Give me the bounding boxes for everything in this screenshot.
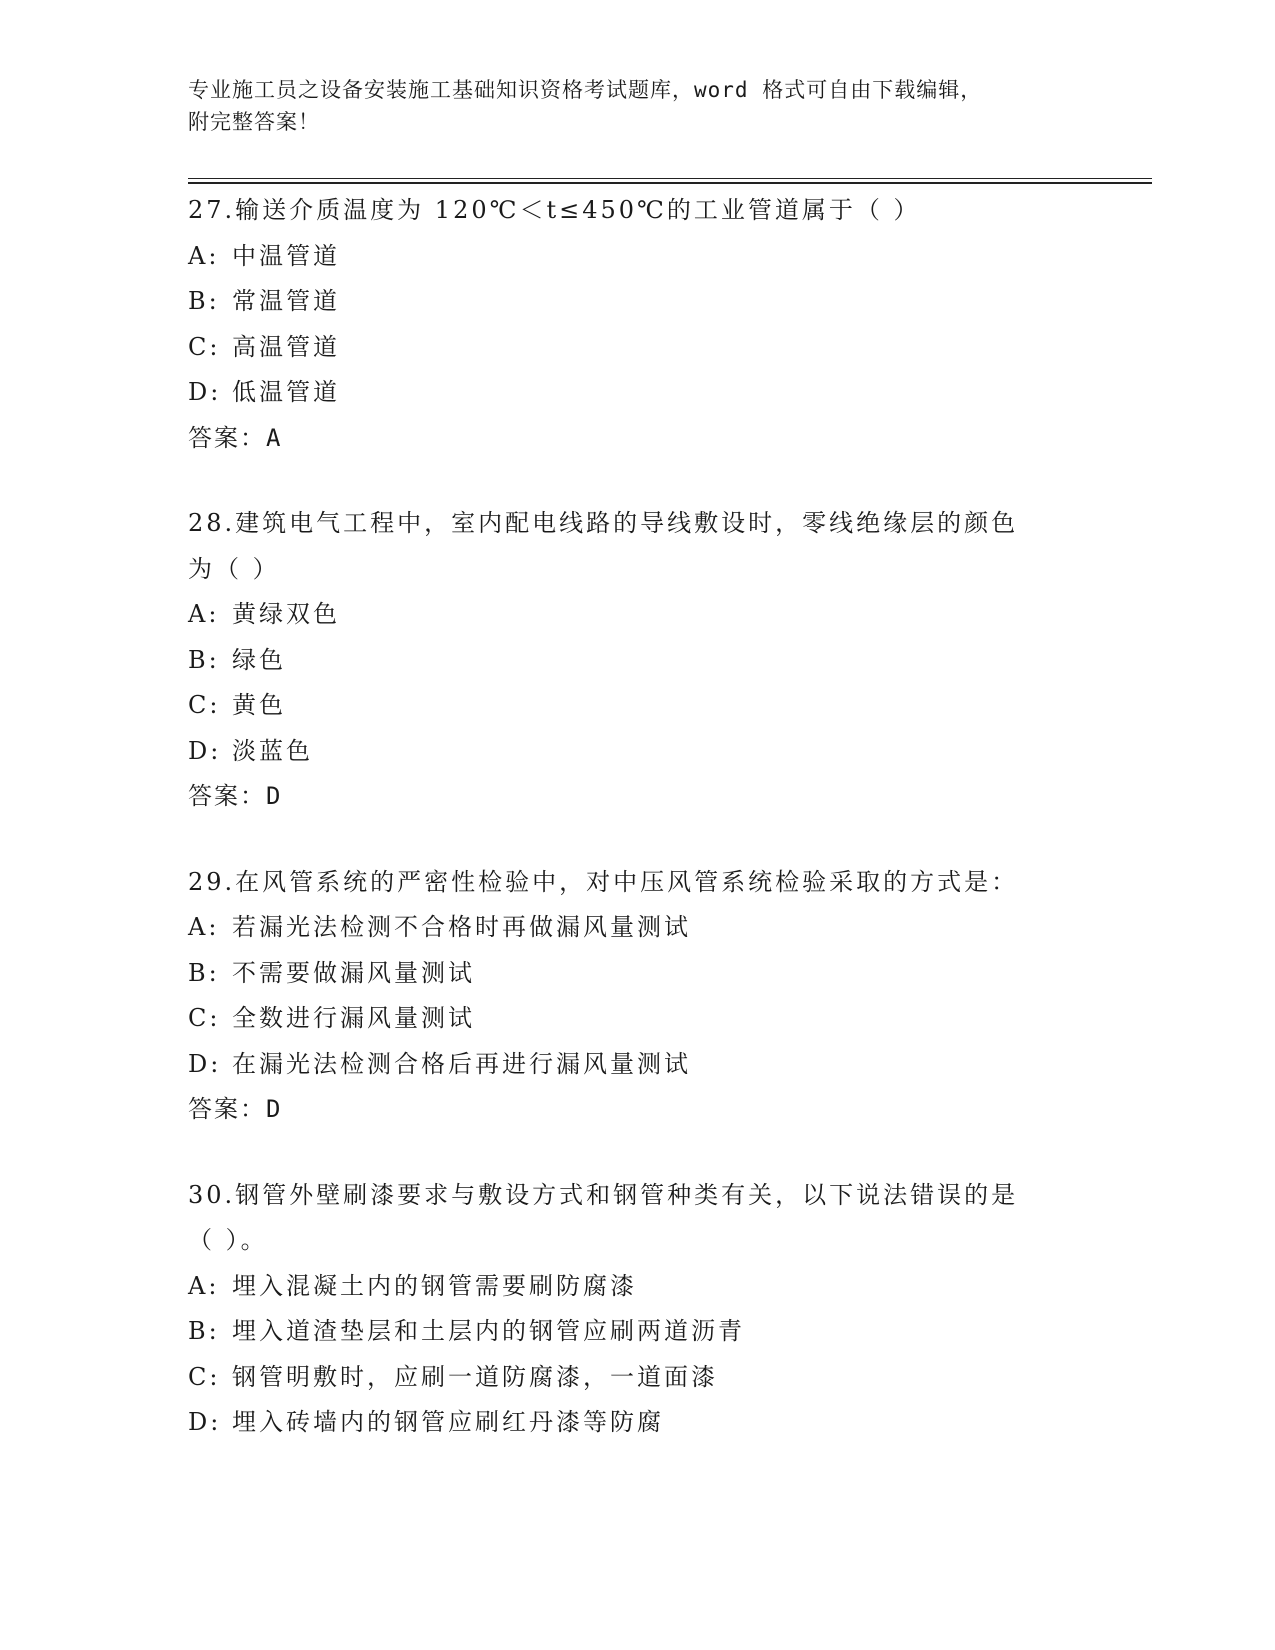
option-a <box>188 1264 1088 1310</box>
option-text: 不需要做漏风量测试 <box>232 958 475 987</box>
option-text: 若漏光法检测不合格时再做漏风量测试 <box>232 913 691 941</box>
option-key: B: <box>188 958 220 987</box>
option-text: 黄色 <box>232 691 286 719</box>
option-b <box>188 1309 1088 1355</box>
option-c <box>188 996 1088 1042</box>
option-key: A: <box>188 1271 220 1300</box>
option-key: C: <box>188 332 221 361</box>
question-stem: 27.输送介质温度为 120℃＜t≤450℃的工业管道属于（ ） <box>188 196 921 224</box>
option-text: 埋入道渣垫层和土层内的钢管应刷两道沥青 <box>232 1317 745 1345</box>
option-text: 黄绿双色 <box>232 600 340 628</box>
header-line-1: 专业施工员之设备安装施工基础知识资格考试题库，word 格式可自由下载编辑， <box>188 78 983 102</box>
question-stem-continued: （ ）。 <box>188 1226 268 1254</box>
document-header <box>188 74 1068 138</box>
question-stem: 28.建筑电气工程中，室内配电线路的导线敷设时，零线绝缘层的颜色 <box>188 509 1019 537</box>
option-key: A: <box>188 600 220 628</box>
question-stem: 30.钢管外壁刷漆要求与敷设方式和钢管种类有关，以下说法错误的是 <box>188 1180 1019 1209</box>
option-c <box>188 325 1088 371</box>
option-c <box>188 683 1088 729</box>
option-a <box>188 234 1088 280</box>
option-b <box>188 638 1088 684</box>
option-d <box>188 729 1088 775</box>
option-text: 埋入混凝土内的钢管需要刷防腐漆 <box>232 1271 637 1300</box>
option-key: C: <box>188 1362 221 1391</box>
option-key: D: <box>188 1408 222 1436</box>
header-divider-thin <box>188 178 1152 179</box>
option-text: 淡蓝色 <box>232 736 313 765</box>
question-28 <box>188 501 1088 820</box>
answer-line: 答案：A <box>188 423 283 452</box>
option-text: 常温管道 <box>232 287 340 315</box>
option-text: 埋入砖墙内的钢管应刷红丹漆等防腐 <box>232 1408 664 1436</box>
header-line-2: 附完整答案！ <box>188 110 320 134</box>
option-key: B: <box>188 1317 220 1345</box>
option-text: 绿色 <box>232 645 286 674</box>
answer-line: 答案：D <box>188 782 283 810</box>
question-list <box>188 188 1088 1486</box>
option-key: B: <box>188 287 220 315</box>
option-key: A: <box>188 241 220 270</box>
option-key: A: <box>188 913 220 941</box>
option-text: 中温管道 <box>232 241 340 270</box>
option-key: D: <box>188 736 222 765</box>
question-30 <box>188 1173 1088 1446</box>
option-key: C: <box>188 1004 221 1032</box>
option-b <box>188 951 1088 997</box>
option-key: D: <box>188 378 222 406</box>
option-b <box>188 279 1088 325</box>
answer-line: 答案：D <box>188 1095 283 1123</box>
option-d <box>188 1042 1088 1088</box>
option-d <box>188 370 1088 416</box>
option-text: 全数进行漏风量测试 <box>232 1004 475 1032</box>
question-27 <box>188 188 1088 461</box>
option-a <box>188 592 1088 638</box>
option-key: C: <box>188 691 221 719</box>
question-stem: 29.在风管系统的严密性检验中，对中压风管系统检验采取的方式是： <box>188 867 1019 896</box>
option-text: 钢管明敷时，应刷一道防腐漆，一道面漆 <box>232 1362 718 1391</box>
option-key: D: <box>188 1049 222 1078</box>
option-a <box>188 905 1088 951</box>
option-text: 低温管道 <box>232 378 340 406</box>
option-d <box>188 1400 1088 1446</box>
option-text: 高温管道 <box>232 332 340 361</box>
question-29 <box>188 860 1088 1133</box>
header-divider-thick <box>188 182 1152 184</box>
question-stem-continued: 为（ ） <box>188 554 280 583</box>
option-c <box>188 1355 1088 1401</box>
option-text: 在漏光法检测合格后再进行漏风量测试 <box>232 1049 691 1078</box>
option-key: B: <box>188 645 220 674</box>
